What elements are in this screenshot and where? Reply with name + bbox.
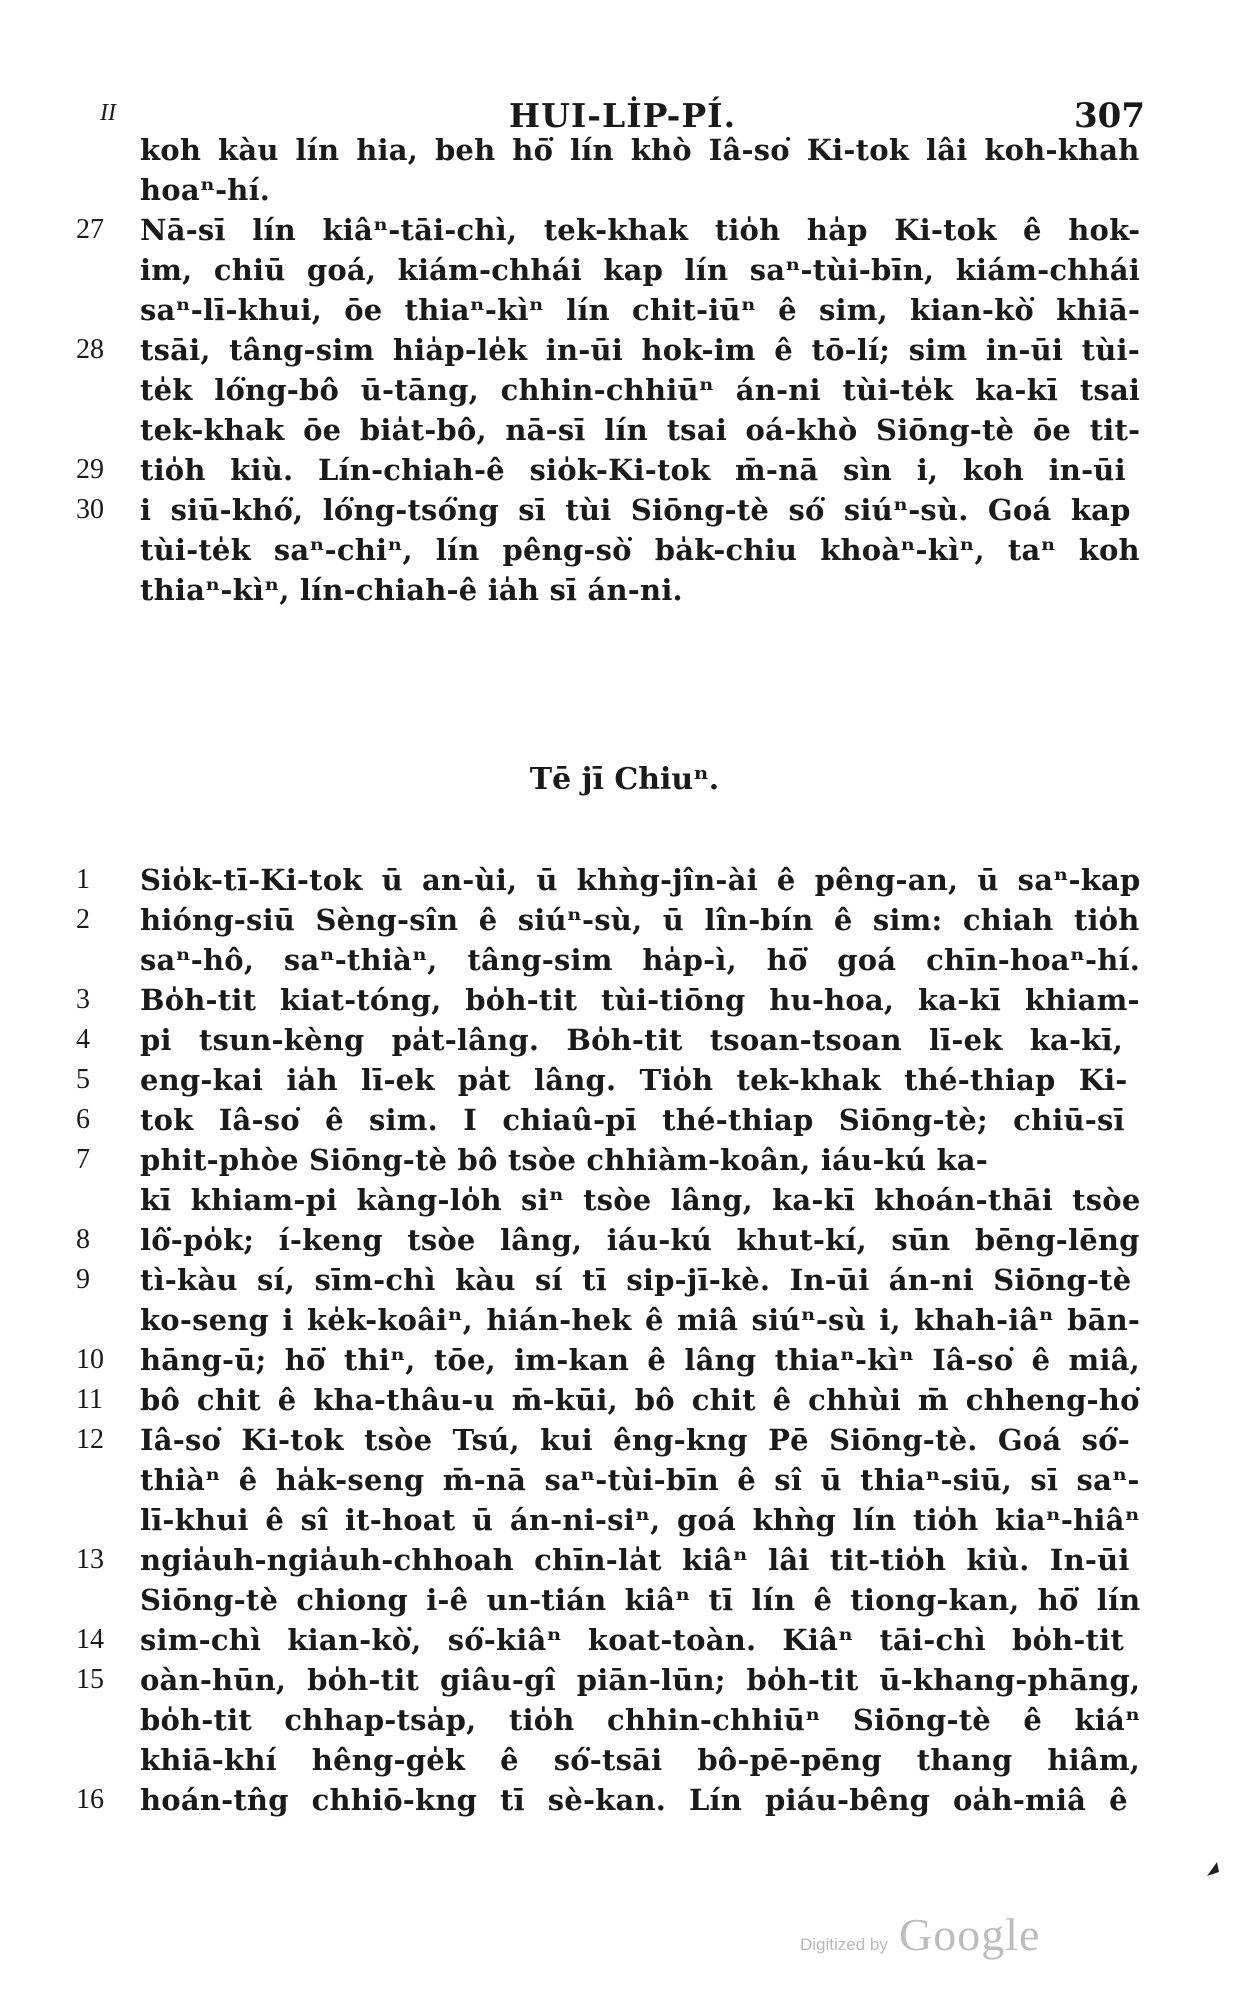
text-line: tùi-te̍k saⁿ-chiⁿ, lín pêng-sò͘ ba̍k-chiu khoàⁿ-kìⁿ, taⁿ koh [140,533,1140,567]
verse-number: 9 [76,1264,90,1295]
text-line: Iâ-so͘ Ki-tok tsòe Tsú, kui êng-kng Pē Siōng-tè. Goá só͘- [140,1423,1130,1457]
verse-number: 3 [76,984,90,1015]
margin-mark-icon [1205,1860,1223,1878]
verse-number: 13 [76,1544,104,1575]
text-line: ngia̍uh-ngia̍uh-chhoah chīn-la̍t kiâⁿ lâi tit-tio̍h kiù. In-ūi [140,1543,1130,1577]
text-line: Nā-sī lín kiâⁿ-tāi-chì, tek-khak tio̍h ha̍p Ki-tok ê hok- [140,213,1141,247]
text-line: saⁿ-lī-khui, ōe thiaⁿ-kìⁿ lín chit-iūⁿ ê sim, kian-kò͘ khiā- [140,293,1141,327]
text-line: thiaⁿ-kìⁿ, lín-chiah-ê ia̍h sī án-ni. [140,573,683,607]
text-line: ko-seng i ke̍k-koâiⁿ, hián-hek ê miâ siúⁿ-sù i, khah-iâⁿ bān- [140,1303,1141,1337]
digitized-watermark [800,1908,1040,1958]
text-line: lī-khui ê sî it-hoat ū án-ni-siⁿ, goá khǹg lín tio̍h kiaⁿ-hiâⁿ [140,1503,1140,1537]
text-line: tok Iâ-so͘ ê sim. I chiaû-pī thé-thiap Siōng-tè; chiū-sī [140,1103,1125,1137]
text-line: hoaⁿ-hí. [140,173,271,207]
verse-number: 12 [76,1424,104,1455]
verse-number: 29 [76,454,104,485]
text-line: hāng-ū; hō͘ thiⁿ, tōe, im-kan ê lâng thiaⁿ-kìⁿ Iâ-so͘ ê miâ, [140,1343,1140,1377]
verse-number: 11 [76,1384,103,1415]
verse-number: 30 [76,494,104,525]
text-line: bô chit ê kha-thâu-u m̄-kūi, bô chit ê chhùi m̄ chheng-ho͘ [140,1383,1140,1417]
text-line: im, chiū goá, kiám-chhái kap lín saⁿ-tùi-bīn, kiám-chhái [140,253,1141,287]
text-line: tek-khak ōe bia̍t-bô, nā-sī lín tsai oá-khò Siōng-tè ōe tit- [140,413,1141,447]
text-line: kī khiam-pi kàng-lo̍h siⁿ tsòe lâng, ka-kī khoán-thāi tsòe [140,1183,1141,1217]
text-line: eng-kai ia̍h lī-ek pa̍t lâng. Tio̍h tek-khak thé-thiap Ki- [140,1063,1128,1097]
google-logo: Google [898,1909,1041,1960]
verse-number: 2 [76,904,90,935]
text-line: bo̍h-tit chhap-tsa̍p, tio̍h chhin-chhiūⁿ Siōng-tè ê kiáⁿ [140,1703,1141,1737]
verse-number: 15 [76,1664,104,1695]
text-line: khiā-khí hêng-ge̍k ê só͘-tsāi bô-pē-pēng thang hiâm, [140,1743,1141,1777]
text-line: tio̍h kiù. Lín-chiah-ê sio̍k-Ki-tok m̄-nā sìn i, koh in-ūi [140,453,1126,487]
verse-number: 16 [76,1784,104,1815]
verse-number: 8 [76,1224,90,1255]
verse-number: 14 [76,1624,104,1655]
text-line: phit-phòe Siōng-tè bô tsòe chhiàm-koân, iáu-kú ka- [140,1143,989,1177]
text-line: Sio̍k-tī-Ki-tok ū an-ùi, ū khǹg-jîn-ài ê pêng-an, ū saⁿ-kap [140,863,1141,897]
verse-number: 1 [76,864,90,895]
text-line: Siōng-tè chiong i-ê un-tián kiâⁿ tī lín ê tiong-kan, hō͘ lín [140,1583,1141,1617]
text-line: lô͘-po̍k; í-keng tsòe lâng, iáu-kú khut-kí, sūn bēng-lēng [140,1223,1140,1257]
text-line: te̍k ló͘ng-bô ū-tāng, chhin-chhiūⁿ án-ni tùi-te̍k ka-kī tsai [140,373,1141,407]
verse-number: 10 [76,1344,104,1375]
verse-number: 27 [76,214,104,245]
page-number: 307 [1074,96,1145,136]
verse-number: 4 [76,1024,90,1055]
page-title: HUI-LİP-PÍ. [508,96,737,135]
watermark-prefix: Digitized by [800,1935,888,1954]
verse-number: 28 [76,334,104,365]
chapter-mark: II [100,100,116,126]
text-line: i siū-khó͘, ló͘ng-tsó͘ng sī tùi Siōng-tè só͘ siúⁿ-sù. Goá kap [140,493,1131,527]
text-line: tì-kàu sí, sīm-chì kàu sí tī sip-jī-kè. In-ūi án-ni Siōng-tè [140,1263,1132,1297]
text-line: thiàⁿ ê ha̍k-seng m̄-nā saⁿ-tùi-bīn ê sî ū thiaⁿ-siū, sī saⁿ- [140,1463,1140,1497]
text-line: koh kàu lín hia, beh hō͘ lín khò Iâ-so͘ Ki-tok lâi koh-khah [140,133,1140,167]
text-line: hióng-siū Sèng-sîn ê siúⁿ-sù, ū lîn-bín ê sim: chiah tio̍h [140,903,1140,937]
chapter-heading: Tē jī Chiuⁿ. [529,762,720,797]
text-line: sim-chì kian-kò͘, só͘-kiâⁿ koat-toàn. Kiâⁿ tāi-chì bo̍h-tit [140,1623,1124,1657]
text-line: saⁿ-hô, saⁿ-thiàⁿ, tâng-sim ha̍p-ì, hō͘ goá chīn-hoaⁿ-hí. [140,943,1141,977]
text-line: tsāi, tâng-sim hia̍p-le̍k in-ūi hok-im ê tō-lí; sim in-ūi tùi- [140,333,1140,367]
text-line: hoán-tn̂g chhiō-kng tī sè-kan. Lín piáu-bêng oa̍h-miâ ê [140,1783,1128,1817]
verse-number: 7 [76,1144,90,1175]
text-line: Bo̍h-tit kiat-tóng, bo̍h-tit tùi-tiōng hu-hoa, ka-kī khiam- [140,983,1140,1017]
verse-number: 5 [76,1064,90,1095]
text-line: pi tsun-kèng pa̍t-lâng. Bo̍h-tit tsoan-tsoan lī-ek ka-kī, [140,1023,1124,1057]
verse-number: 6 [76,1104,90,1135]
text-line: oàn-hūn, bo̍h-tit giâu-gî piān-lūn; bo̍h-tit ū-khang-phāng, [140,1663,1141,1697]
